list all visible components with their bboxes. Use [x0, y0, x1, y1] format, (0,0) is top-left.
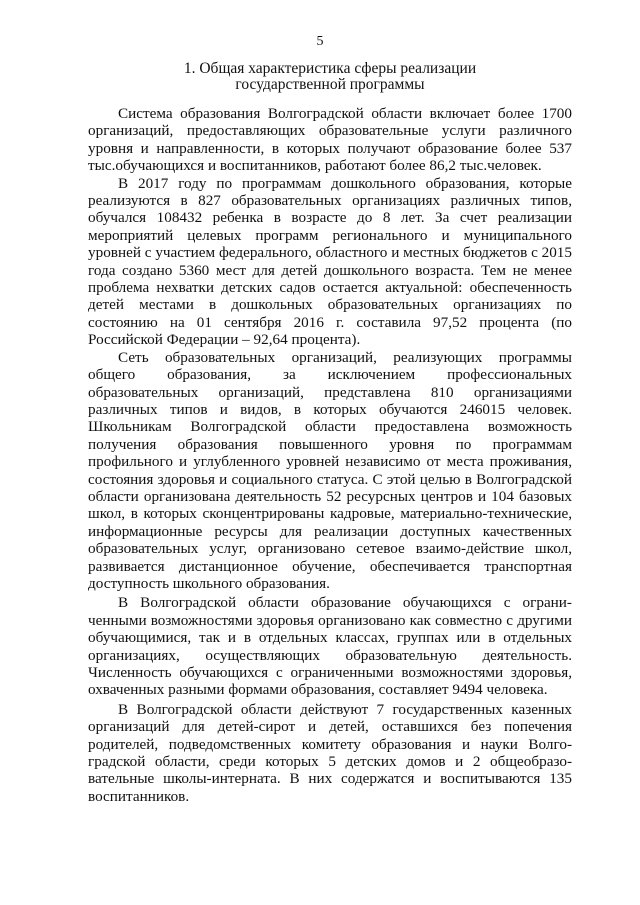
- paragraph-education-system: Система образования Волгоградской области включает более 1700 организаций, предоставляющих образовательные услуги различного уровня и направленности, в которых получают образование более 537 тыс.обучающихся и воспитанников, работают более 86,2 тыс.человек.: [88, 105, 572, 175]
- section-title-line-1: 1. Общая характеристика сферы реализации: [183, 60, 477, 77]
- page-number: 5: [316, 34, 324, 49]
- paragraph-disabilities: В Волгоградской области образование обучающихся с ограни-ченными возможностями здоровья организовано как совместно с другими обучающимися, так и в отдельных классах, группах или в отдельных организациях, осуществляющих образовательную деятельность. Численность обучающихся с ограниченными возможностями здоровья, охваченных разными формами образования, составляет 9494 человека.: [88, 594, 572, 699]
- paragraph-general-education: Сеть образовательных организаций, реализующих программы общего образования, за исключением профессиональных образовательных организаций, представлена 810 организациями различных типов и видов, в которых обучаются 246015 человек. Школьникам Волгоградской области предоставлена возможность получения образования повышенного уровня по программам профильного и углубленного уровней независимо от места проживания, состояния здоровья и социального статуса. С этой целью в Волгоградской области организована деятельность 52 ресурсных центров и 104 базовых школ, в которых сконцентрированы кадровые, материально-технические, информационные ресурсы для реализации доступных качественных образовательных услуг, организовано сетевое взаимо-действие школ, развивается дистанционное обучение, обеспечивается транспортная доступность школьного образования.: [88, 348, 572, 592]
- document-body: [88, 105, 572, 805]
- paragraph-orphans: В Волгоградской области действуют 7 государственных казенных организаций для детей-сирот и детей, оставшихся без попечения родителей, подведомственных комитету образования и науки Волго-градской области, среди которых 5 детских домов и 2 общеобразо-вательные школы-интерната. В них содержатся и воспитываются 135 воспитанников.: [88, 700, 572, 805]
- section-title-line-2: государственной программы: [235, 76, 425, 93]
- section-title: [90, 61, 570, 93]
- paragraph-preschool: В 2017 году по программам дошкольного образования, которые реализуются в 827 образовательных организациях различных типов, обучался 108432 ребенка в возрасте до 8 лет. За счет реализации мероприятий целевых программ регионального и муниципального уровней с участием федерального, областного и местных бюджетов с 2015 года создано 5360 мест для детей дошкольного возраста. Тем не менее проблема нехватки детских садов остается актуальной: обеспеченность детей местами в дошкольных образовательных организациях по состоянию на 01 сентября 2016 г. составила 97,52 процента (по Российской Федерации – 92,64 процента).: [88, 174, 572, 349]
